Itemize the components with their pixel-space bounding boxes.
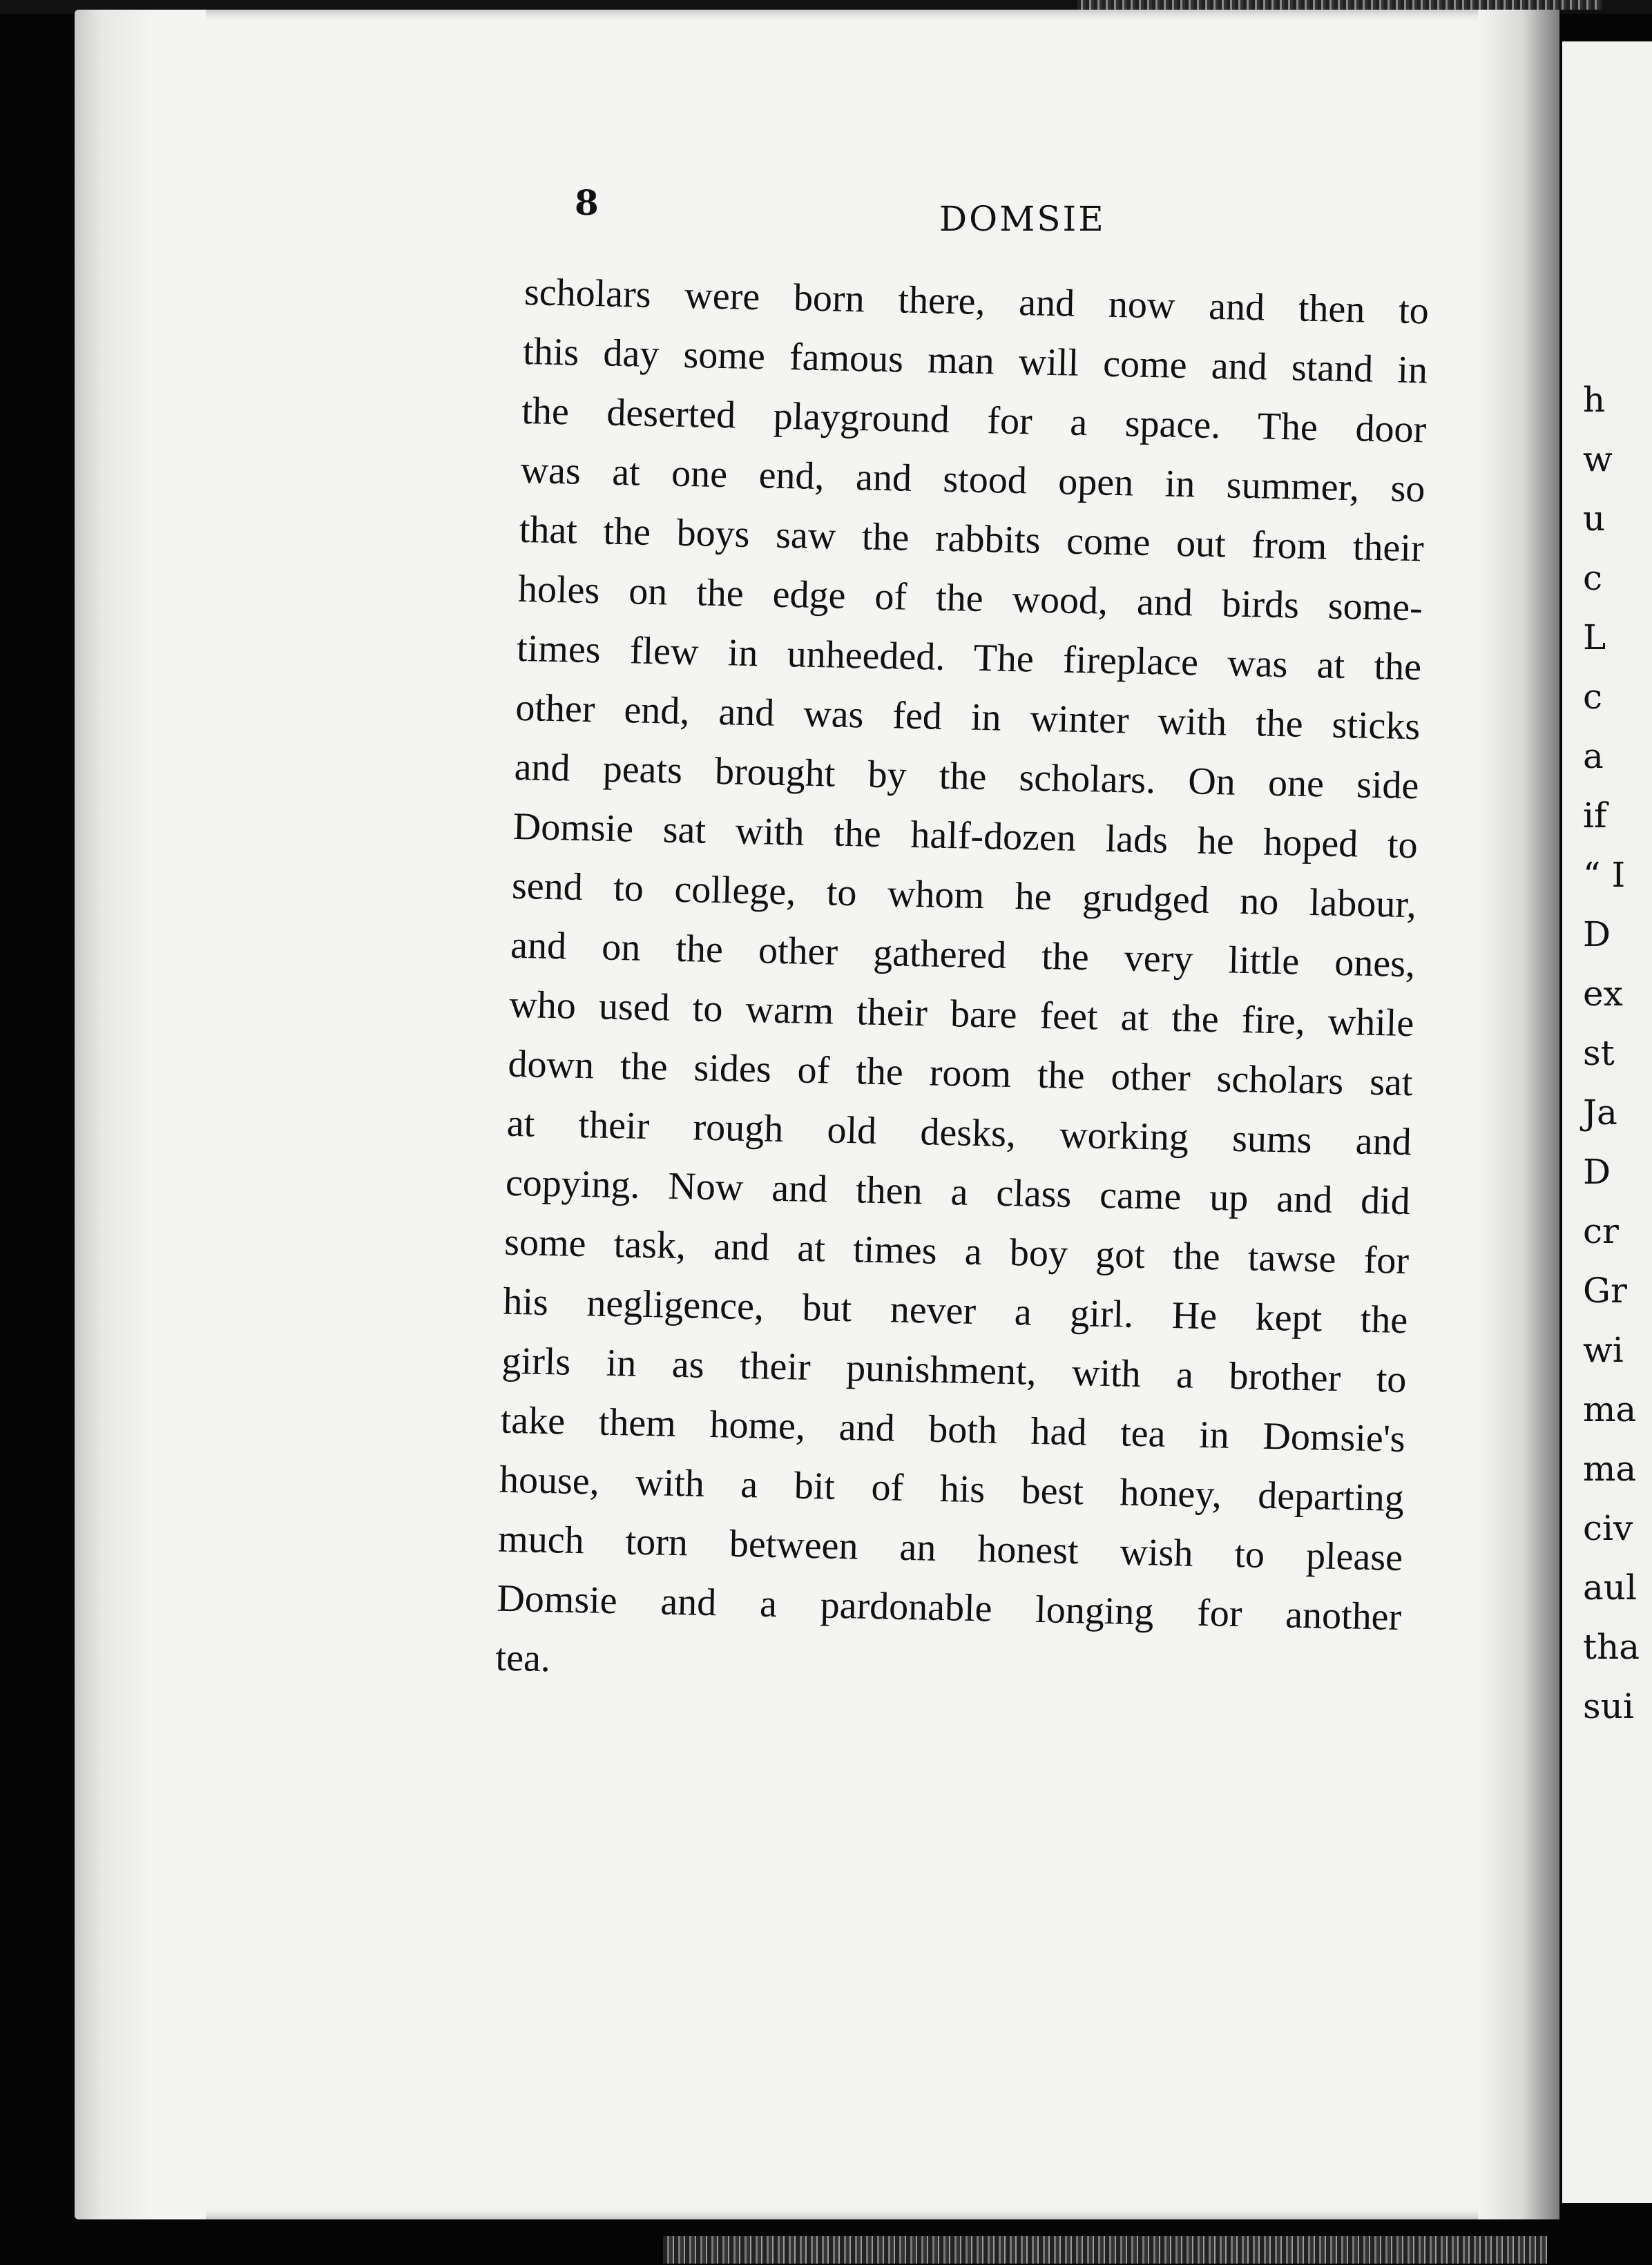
text-line: copying. Now and then a class came up and did [505, 1161, 1411, 1224]
text-line: girls in as their punishment, with a brother to [501, 1339, 1408, 1402]
text-line: tea. [495, 1636, 551, 1681]
text-line: holes on the edge of the wood, and birds some- [517, 567, 1423, 630]
text-line: Domsie and a pardonable longing for another [496, 1577, 1402, 1639]
text-line: his negligence, but never a girl. He kept the [502, 1280, 1408, 1342]
facing-page-fragment: w [1583, 439, 1613, 479]
text-line: house, with a bit of his best honey, departing [499, 1458, 1405, 1521]
text-line: the deserted playground for a space. The door [521, 389, 1427, 452]
facing-page-fragment: ex [1583, 974, 1623, 1014]
page-number: 8 [575, 182, 599, 223]
facing-page-fragment: sui [1583, 1686, 1634, 1726]
text-line: this day some famous man will come and stand in [522, 329, 1428, 392]
facing-page-fragment: ma [1583, 1449, 1637, 1489]
facing-page-fragment: Gr [1583, 1271, 1627, 1311]
facing-page-fragment: c [1583, 677, 1603, 717]
facing-page-fragment: c [1583, 558, 1603, 598]
facing-page-fragment: wi [1583, 1330, 1624, 1370]
text-line: Domsie sat with the half-dozen lads he hoped to [512, 804, 1419, 867]
facing-page-fragment: civ [1583, 1508, 1633, 1548]
running-head: DOMSIE [939, 199, 1106, 239]
binding-strip-top [1077, 0, 1602, 10]
text-line: other end, and was fed in winter with the sticks [515, 686, 1421, 749]
facing-page-fragment: tha [1583, 1627, 1640, 1667]
facing-page-fragment: “ I [1583, 855, 1626, 895]
text-line: times flew in unheeded. The fireplace was at the [516, 626, 1422, 689]
page-edge-left [75, 10, 206, 2219]
text-line: much torn between an honest wish to please [497, 1517, 1403, 1580]
text-line: and on the other gathered the very little ones, [510, 923, 1416, 986]
facing-page-fragment: ma [1583, 1389, 1637, 1429]
text-line: at their rough old desks, working sums and [506, 1101, 1412, 1164]
facing-page-fragment: if [1583, 796, 1607, 836]
facing-page-edge [1562, 41, 1652, 2203]
text-line: was at one end, and stood open in summer, so [520, 448, 1426, 511]
facing-page-fragment: h [1583, 380, 1606, 420]
text-line: take them home, and both had tea in Domsie's [500, 1398, 1406, 1461]
facing-page-fragment: cr [1583, 1211, 1619, 1251]
facing-page-fragment: a [1583, 736, 1604, 776]
text-line: and peats brought by the scholars. On one side [514, 745, 1420, 808]
facing-page-fragment: st [1583, 1033, 1615, 1073]
text-line: that the boys saw the rabbits come out from their [519, 508, 1425, 570]
facing-page-fragment: D [1583, 1152, 1611, 1192]
text-line: send to college, to whom he grudged no labour, [511, 864, 1417, 927]
facing-page-fragment: aul [1583, 1568, 1637, 1608]
facing-page-fragment: D [1583, 914, 1611, 954]
text-line: down the sides of the room the other scholars sat [508, 1042, 1414, 1105]
facing-page-fragment: L [1583, 617, 1606, 657]
text-line: some task, and at times a boy got the tawse for [503, 1220, 1410, 1283]
page-gutter-fold [1478, 10, 1559, 2219]
text-line: who used to warm their bare feet at the fire, while [508, 983, 1414, 1045]
facing-page-fragment: u [1583, 499, 1606, 539]
binding-strip-bottom [663, 2236, 1547, 2264]
text-line: scholars were born there, and now and then to [524, 270, 1430, 333]
facing-page-fragment: Ja [1583, 1092, 1617, 1132]
